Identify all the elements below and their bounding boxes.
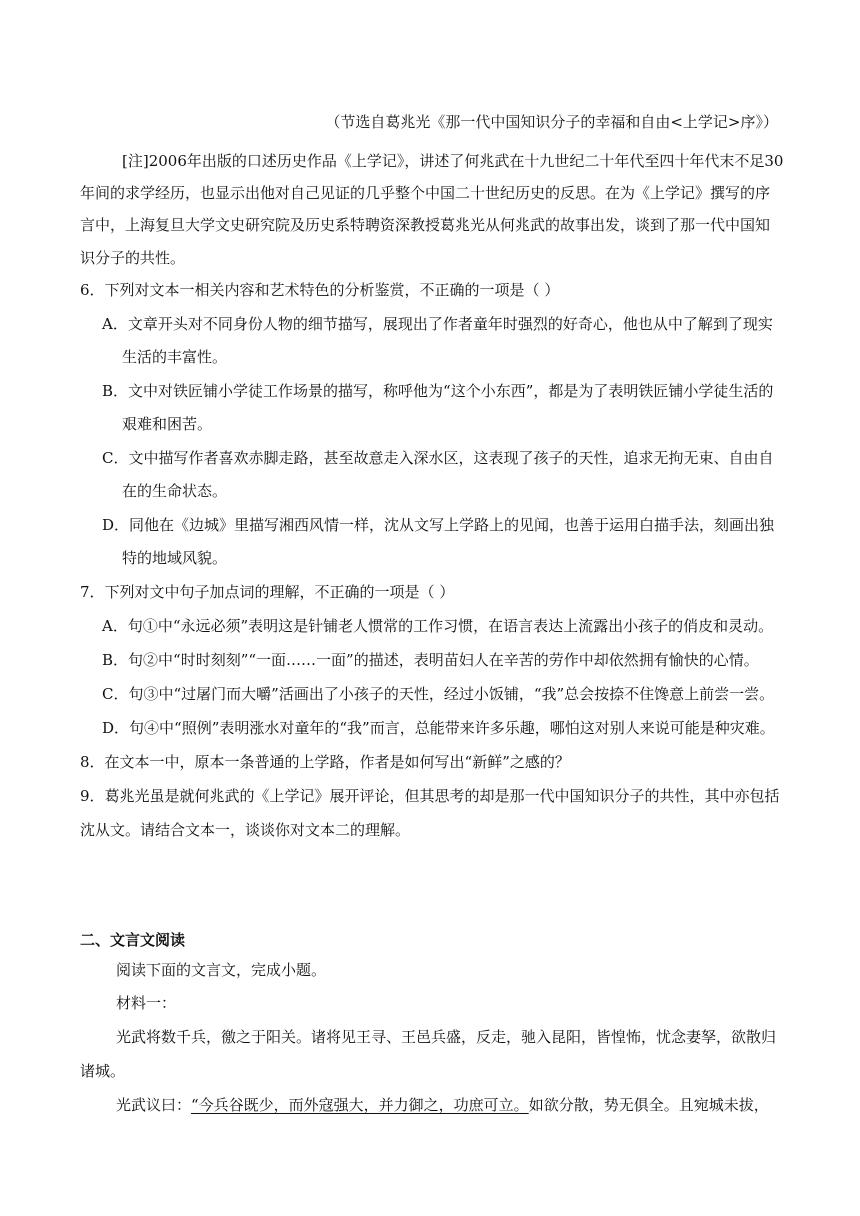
note-line: 言中，上海复旦大学文史研究院及历史系特聘资深教授葛兆光从何兆武的故事出发，谈到了那一代中国知 bbox=[80, 216, 771, 234]
source-citation: （节选自葛兆光《那一代中国知识分子的幸福和自由<上学记>序》） bbox=[325, 113, 778, 131]
question-6-option-d-cont: 特的地域风貌。 bbox=[122, 549, 228, 567]
note-line: 识分子的共性。 bbox=[80, 249, 186, 267]
question-6-option-a-cont: 生活的丰富性。 bbox=[122, 348, 228, 366]
question-7-stem: 7．下列对文中句子加点词的理解，不正确的一项是（ ） bbox=[80, 583, 455, 601]
question-6-option-c: C．文中描写作者喜欢赤脚走路，甚至故意走入深水区，这表现了孩子的天性，追求无拘无束、自由自 bbox=[102, 449, 774, 467]
underlined-quote: “今兵谷既少，而外寇强大，并力御之，功庶可立。 bbox=[191, 1096, 529, 1114]
question-7-option-b: B．句②中“时时刻刻”“一面……一面”的描述，表明苗妇人在辛苦的劳作中却依然拥有愉快的心情。 bbox=[102, 651, 759, 669]
question-6-option-c-cont: 在的生命状态。 bbox=[122, 482, 228, 500]
question-6-option-d: D．同他在《边城》里描写湘西风情一样，沈从文写上学路上的见闻，也善于运用白描手法，刻画出独 bbox=[102, 516, 775, 534]
question-7-option-c: C．句③中“过屠门而大嚼”活画出了小孩子的天性，经过小饭铺，“我”总会按捺不住馋意上前尝一尝。 bbox=[102, 685, 775, 703]
question-8: 8．在文本一中，原本一条普通的上学路，作者是如何写出“新鲜”之感的？ bbox=[80, 753, 570, 771]
material-label: 材料一： bbox=[116, 994, 177, 1012]
question-9-cont: 沈从文。请结合文本一，谈谈你对文本二的理解。 bbox=[80, 821, 411, 839]
instruction-text: 阅读下面的文言文，完成小题。 bbox=[116, 961, 327, 979]
note-line: 年间的求学经历，也显示出他对自己见证的几乎整个中国二十世纪历史的反思。在为《上学记》撰写的序 bbox=[80, 184, 771, 202]
question-6-option-b: B．文中对铁匠铺小学徒工作场景的描写，称呼他为“这个小东西”，都是为了表明铁匠铺小学徒生活的 bbox=[102, 382, 774, 400]
passage-line: 光武将数千兵，徼之于阳关。诸将见王寻、王邑兵盛，反走，驰入昆阳，皆惶怖，忧念妻孥，欲散归 bbox=[116, 1028, 777, 1046]
question-7-option-d: D．句④中“照例”表明涨水对童年的“我”而言，总能带来许多乐趣，哪怕这对别人来说可能是种灾难。 bbox=[102, 719, 775, 737]
passage-speaker: 光武议曰： bbox=[116, 1096, 192, 1114]
passage-line bbox=[116, 1095, 769, 1115]
question-9: 9．葛兆光虽是就何兆武的《上学记》展开评论，但其思考的却是那一代中国知识分子的共性，其中亦包括 bbox=[80, 787, 780, 805]
question-6-option-b-cont: 艰难和困苦。 bbox=[122, 415, 213, 433]
question-7-option-a: A．句①中“永远必须”表明这是针铺老人惯常的工作习惯，在语言表达上流露出小孩子的俏皮和灵动。 bbox=[102, 617, 774, 635]
section-heading: 二、文言文阅读 bbox=[80, 931, 186, 949]
passage-line: 诸城。 bbox=[80, 1062, 126, 1080]
question-6-stem: 6．下列对文本一相关内容和艺术特色的分析鉴赏，不正确的一项是（ ） bbox=[80, 281, 560, 299]
question-6-option-a: A．文章开头对不同身份人物的细节描写，展现出了作者童年时强烈的好奇心，他也从中了解到了现实 bbox=[102, 315, 773, 333]
note-line: [注]2006年出版的口述历史作品《上学记》，讲述了何兆武在十九世纪二十年代至四十年代末不足30 bbox=[122, 152, 784, 170]
passage-text: 如欲分散，势无俱全。且宛城未拔， bbox=[528, 1096, 769, 1114]
